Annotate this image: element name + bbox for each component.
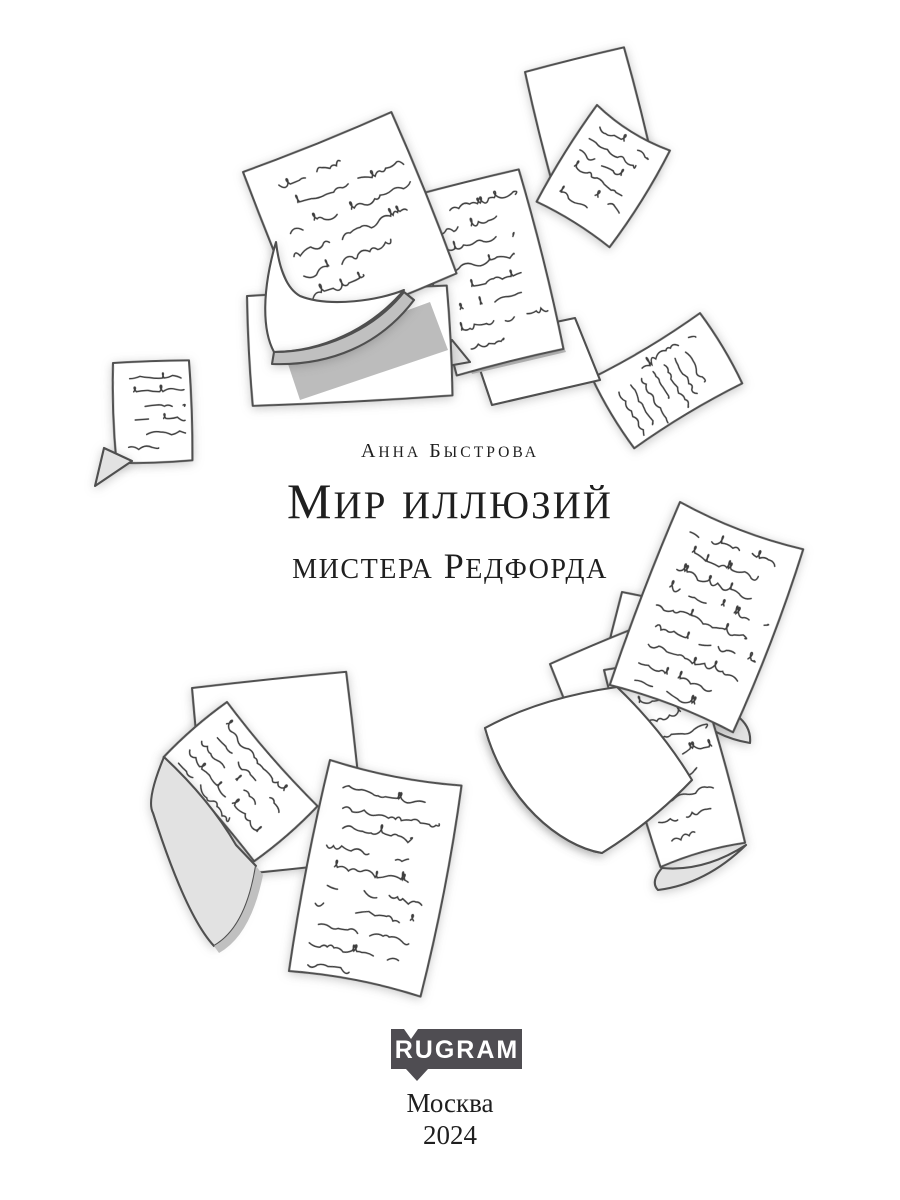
imprint-city: Москва <box>406 1088 494 1118</box>
author-name: АННА БЫСТРОВА <box>360 440 540 462</box>
book-title: МИР ИЛЛЮЗИЙ <box>287 473 613 529</box>
imprint-block <box>0 1087 900 1151</box>
publisher-logo <box>391 1029 523 1085</box>
imprint-year: 2024 <box>423 1120 477 1150</box>
logo-text: RUGRAM <box>394 1036 520 1064</box>
paper-right-landscape <box>590 312 744 449</box>
book-subtitle: МИСТЕРА РЕДФОРДА <box>292 546 608 586</box>
